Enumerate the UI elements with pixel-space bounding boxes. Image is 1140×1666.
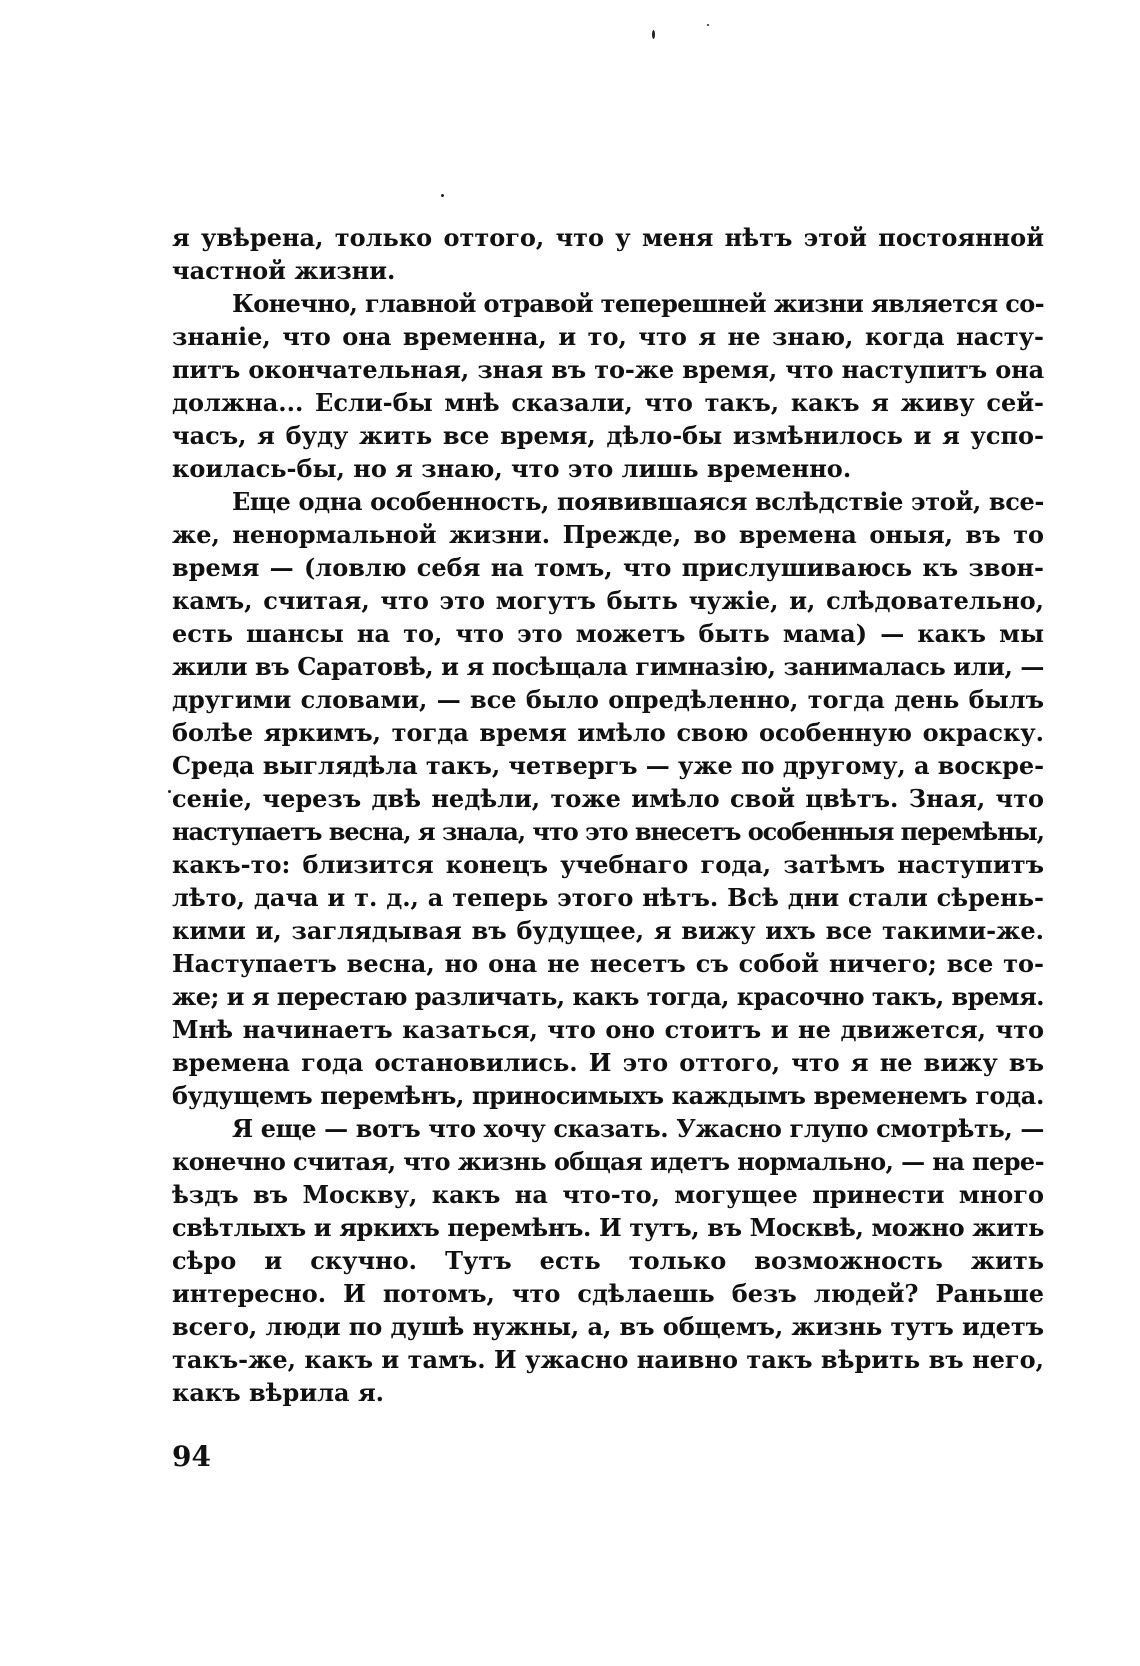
text-line: времена года остановились. И это оттого, что я не вижу въ: [172, 1048, 1044, 1077]
text-line: знаніе, что она временна, и то, что я не знаю, когда насту-: [172, 322, 1044, 351]
text-line: наступаетъ весна, я знала, что это внесетъ особенныя перемѣны,: [172, 817, 1045, 846]
text-line: время — (ловлю себя на томъ, что прислушиваюсь къ звон-: [172, 553, 1044, 582]
text-line: интересно. И потомъ, что сдѣлаешь безъ людей? Раньше: [172, 1279, 1044, 1308]
scan-speck: [707, 24, 709, 26]
text-line: лѣто, дача и т. д., а теперь этого нѣтъ. Всѣ дни стали сѣрень-: [172, 883, 1044, 912]
text-line: питъ окончательная, зная въ то-же время, что наступитъ она: [172, 355, 1045, 384]
page-number: 94: [172, 1440, 211, 1473]
text-line: частной жизни.: [172, 256, 396, 285]
text-line: будущемъ перемѣнъ, приносимыхъ каждымъ временемъ года.: [172, 1081, 1044, 1110]
text-line: какъ вѣрила я.: [172, 1378, 385, 1407]
text-line: болѣе яркимъ, тогда время имѣло свою особенную окраску.: [172, 718, 1044, 747]
text-line: свѣтлыхъ и яркихъ перемѣнъ. И тутъ, въ Москвѣ, можно жить: [172, 1213, 1044, 1242]
text-line: я увѣрена, только оттого, что у меня нѣтъ этой постоянной: [172, 223, 1044, 252]
text-line: Среда выглядѣла такъ, четвергъ — уже по другому, а воскре-: [172, 751, 1044, 780]
text-line: есть шансы на то, что это можетъ быть мама) — какъ мы: [172, 619, 1044, 648]
text-line: камъ, считая, что это могутъ быть чужіе, и, слѣдовательно,: [172, 586, 1044, 615]
scan-speck: [168, 790, 171, 793]
scan-speck: [441, 194, 444, 197]
text-line: должна... Если-бы мнѣ сказали, что такъ, какъ я живу сей-: [172, 388, 1044, 417]
body-text: [172, 221, 1044, 1409]
text-line: часъ, я буду жить все время, дѣло-бы измѣнилось и я успо-: [172, 421, 1044, 450]
text-line: Мнѣ начинаетъ казаться, что оно стоитъ и не движется, что: [172, 1015, 1044, 1044]
text-line: же, ненормальной жизни. Прежде, во времена оныя, въ то: [172, 520, 1044, 549]
scan-speck: [652, 30, 655, 39]
text-line: конечно считая, что жизнь общая идетъ нормально, — на пере-: [172, 1147, 1044, 1176]
text-line: кими и, заглядывая въ будущее, я вижу ихъ все такими-же.: [172, 916, 1044, 945]
text-line: жили въ Саратовѣ, и я посѣщала гимназію, занималась или, —: [172, 652, 1045, 681]
text-line: Конечно, главной отравой теперешней жизни является со-: [232, 289, 1045, 318]
text-line: сеніе, черезъ двѣ недѣли, тоже имѣло свой цвѣтъ. Зная, что: [172, 784, 1044, 813]
text-line: Наступаетъ весна, но она не несетъ съ собой ничего; все то-: [172, 949, 1044, 978]
text-line: ѣздъ въ Москву, какъ на что-то, могущее принести много: [172, 1180, 1044, 1209]
text-line: какъ-то: близится конецъ учебнаго года, затѣмъ наступитъ: [172, 850, 1044, 879]
text-line: коилась-бы, но я знаю, что это лишь временно.: [172, 454, 852, 483]
text-line: другими словами, — все было опредѣленно, тогда день былъ: [172, 685, 1044, 714]
text-line: же; и я перестаю различать, какъ тогда, красочно такъ, время.: [172, 982, 1044, 1011]
text-line: сѣро и скучно. Тутъ есть только возможность жить: [172, 1246, 1044, 1275]
text-line: такъ-же, какъ и тамъ. И ужасно наивно такъ вѣрить въ него,: [172, 1345, 1044, 1374]
text-line: Еще одна особенность, появившаяся вслѣдствіе этой, все-: [232, 487, 1044, 516]
text-line: Я еще — вотъ что хочу сказать. Ужасно глупо смотрѣть, —: [232, 1114, 1044, 1143]
text-line: всего, люди по душѣ нужны, а, въ общемъ, жизнь тутъ идетъ: [172, 1312, 1045, 1341]
